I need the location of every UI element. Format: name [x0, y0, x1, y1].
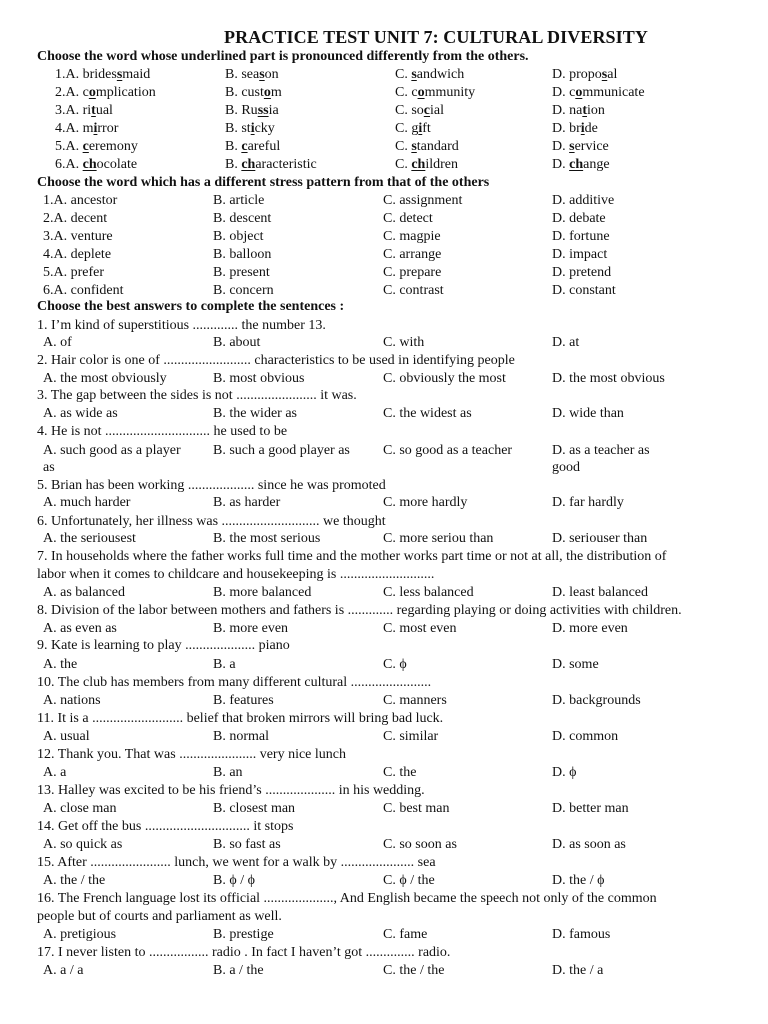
question-11-options	[0, 728, 768, 746]
option-c: C. the / the	[383, 963, 445, 978]
option-text: D. propo	[552, 67, 602, 82]
option-d	[552, 120, 598, 138]
option-b: B. as harder	[213, 495, 281, 510]
option-a: A. much harder	[43, 495, 131, 510]
question-1	[0, 317, 768, 335]
option-a	[55, 66, 150, 84]
question-6	[0, 513, 768, 531]
question-13-options	[0, 800, 768, 818]
option-c: C. more seriou than	[383, 531, 494, 546]
option-d	[552, 66, 617, 84]
option-text: ervice	[574, 139, 609, 154]
option-c: C. so soon as	[383, 837, 457, 852]
option-d: D. the most obvious	[552, 371, 665, 386]
option-b: B. prestige	[213, 927, 274, 942]
question-14	[0, 818, 768, 836]
stress-row-4	[0, 246, 768, 264]
option-a: 3.A. venture	[43, 229, 113, 244]
option-text: C.	[395, 67, 412, 82]
question-1-options	[0, 334, 768, 352]
option-d: D. some	[552, 657, 599, 672]
option-d: D. backgrounds	[552, 693, 641, 708]
stress-row-6	[0, 282, 768, 300]
option-c: C. ϕ / the	[383, 873, 435, 888]
option-a: A. so quick as	[43, 837, 123, 852]
option-text: on	[264, 67, 279, 82]
option-text: mmunity	[424, 85, 476, 100]
question-5	[0, 477, 768, 495]
option-b: B. present	[213, 265, 270, 280]
question-10-options	[0, 692, 768, 710]
option-text: 3.A. ri	[55, 103, 92, 118]
option-c: C. less balanced	[383, 585, 474, 600]
option-text: ion	[587, 103, 605, 118]
option-a: A. the seriousest	[43, 531, 136, 546]
option-d: D. the / a	[552, 963, 604, 978]
question-17-options	[0, 962, 768, 980]
option-d: D. as a teacher as	[552, 443, 650, 458]
option-d: D. additive	[552, 193, 615, 208]
option-text: C. c	[395, 85, 418, 100]
question-stem: 9. Kate is learning to play .................... piano	[37, 638, 290, 653]
option-c	[395, 66, 464, 84]
option-a: A. pretigious	[43, 927, 117, 942]
question-11	[0, 710, 768, 728]
pronunciation-row-6	[0, 156, 768, 174]
question-stem: 3. The gap between the sides is not ....................... it was.	[37, 388, 357, 403]
section-1-heading: Choose the word whose underlined part is pronounced differently from the others.	[37, 49, 529, 64]
question-12-options	[0, 764, 768, 782]
question-8-options	[0, 620, 768, 638]
underlined-part: ch	[241, 157, 256, 172]
pronunciation-row-2	[0, 84, 768, 102]
option-text: B. Ru	[225, 103, 258, 118]
option-a: A. the most obviously	[43, 371, 167, 386]
option-b	[225, 66, 279, 84]
option-d-continued: good	[552, 460, 580, 475]
underlined-part: s	[259, 67, 265, 82]
underlined-part: ch	[411, 157, 426, 172]
option-text: 2.A. c	[55, 85, 89, 100]
option-text: rror	[97, 121, 119, 136]
question-16-options	[0, 926, 768, 944]
question-stem: 12. Thank you. That was ...................... very nice lunch	[37, 747, 346, 762]
option-text: mplication	[95, 85, 156, 100]
option-d	[552, 156, 610, 174]
pronunciation-row-3	[0, 102, 768, 120]
question-stem: 11. It is a .......................... belief that broken mirrors will bring bad luck.	[37, 711, 444, 726]
option-c: C. the widest as	[383, 406, 472, 421]
option-text: ange	[583, 157, 610, 172]
underlined-part: o	[417, 85, 425, 100]
question-16	[0, 890, 768, 908]
underlined-part: ss	[257, 103, 269, 118]
underlined-part: s	[411, 67, 417, 82]
option-text: B.	[225, 157, 242, 172]
underlined-part: s	[569, 139, 575, 154]
option-b: B. balloon	[213, 247, 272, 262]
underlined-part: ch	[569, 157, 584, 172]
option-a	[55, 102, 113, 120]
underlined-part: s	[116, 67, 123, 82]
option-c: C. more hardly	[383, 495, 468, 510]
option-c	[395, 120, 431, 138]
question-8	[0, 602, 768, 620]
underlined-part: i	[580, 121, 585, 136]
option-text: C. g	[395, 121, 419, 136]
option-c	[395, 84, 475, 102]
option-a: A. a / a	[43, 963, 84, 978]
option-a-continued: as	[43, 460, 55, 475]
option-b: B. object	[213, 229, 264, 244]
option-d	[552, 84, 645, 102]
option-text: ildren	[425, 157, 458, 172]
option-d: D. as soon as	[552, 837, 626, 852]
question-stem: 7. In households where the father works full time and the mother works part time or not at all, the distribution of	[37, 549, 667, 564]
option-text: B. st	[225, 121, 251, 136]
option-c: C. prepare	[383, 265, 442, 280]
option-text: areful	[247, 139, 281, 154]
underlined-part: o	[263, 85, 271, 100]
option-b: B. a	[213, 657, 236, 672]
question-stem: 2. Hair color is one of ......................... characteristics to be used in identifying people	[37, 353, 515, 368]
option-a: A. as wide as	[43, 406, 118, 421]
option-b: B. features	[213, 693, 274, 708]
option-a: A. of	[43, 335, 72, 350]
option-a	[55, 138, 138, 156]
underlined-part: o	[575, 85, 583, 100]
option-a: A. a	[43, 765, 67, 780]
option-c: C. detect	[383, 211, 433, 226]
question-stem: 6. Unfortunately, her illness was ............................ we thought	[37, 514, 386, 529]
option-b: B. such a good player as	[213, 443, 350, 458]
underlined-part: c	[241, 139, 248, 154]
question-3	[0, 387, 768, 405]
question-6-options	[0, 530, 768, 548]
option-text: tandard	[416, 139, 459, 154]
option-text: al	[607, 67, 618, 82]
option-b	[225, 102, 279, 120]
question-5-options	[0, 494, 768, 512]
option-b: B. normal	[213, 729, 269, 744]
option-c	[395, 156, 458, 174]
question-7-continued	[0, 566, 768, 584]
pronunciation-row-5	[0, 138, 768, 156]
option-c: C. best man	[383, 801, 450, 816]
underlined-part: c	[423, 103, 431, 118]
option-text: 5.A.	[55, 139, 83, 154]
option-a	[55, 120, 118, 138]
option-text: m	[270, 85, 282, 100]
option-a: 1.A. ancestor	[43, 193, 118, 208]
option-text: ia	[268, 103, 279, 118]
pronunciation-row-1	[0, 66, 768, 84]
option-text: D. br	[552, 121, 581, 136]
option-b	[225, 138, 280, 156]
option-a: 5.A. prefer	[43, 265, 105, 280]
question-17	[0, 944, 768, 962]
option-a: 6.A. confident	[43, 283, 124, 298]
option-b	[225, 120, 275, 138]
option-text: C. so	[395, 103, 424, 118]
option-d: D. famous	[552, 927, 611, 942]
question-15-options	[0, 872, 768, 890]
question-stem: 8. Division of the labor between mothers and fathers is ............. regarding playing or doing activities with children.	[37, 603, 682, 618]
option-text: ft	[422, 121, 431, 136]
option-d: D. pretend	[552, 265, 612, 280]
option-c: C. with	[383, 335, 425, 350]
option-a: A. usual	[43, 729, 90, 744]
question-stem-continued: people but of courts and parliament as well.	[37, 909, 282, 924]
option-c: C. contrast	[383, 283, 444, 298]
option-c	[395, 138, 459, 156]
question-stem: 10. The club has members from many different cultural .......................	[37, 675, 432, 690]
underlined-part: o	[88, 85, 96, 100]
question-15	[0, 854, 768, 872]
question-4	[0, 423, 768, 441]
underlined-part: c	[82, 139, 89, 154]
option-text: C.	[395, 157, 412, 172]
underlined-part: i	[250, 121, 255, 136]
option-text: ocolate	[96, 157, 138, 172]
option-d: D. the / ϕ	[552, 873, 605, 888]
option-text: 4.A. m	[55, 121, 94, 136]
option-d: D. more even	[552, 621, 628, 636]
option-text: 1.A. brides	[55, 67, 117, 82]
underlined-part: t	[91, 103, 96, 118]
option-c: C. ϕ	[383, 657, 407, 672]
option-a: A. the / the	[43, 873, 106, 888]
option-a: 4.A. deplete	[43, 247, 112, 262]
question-16-continued	[0, 908, 768, 926]
question-14-options	[0, 836, 768, 854]
option-text: maid	[122, 67, 151, 82]
option-c: C. manners	[383, 693, 447, 708]
option-text: de	[584, 121, 598, 136]
option-d	[552, 102, 605, 120]
option-text: eremony	[88, 139, 138, 154]
option-b: B. an	[213, 765, 243, 780]
question-4-options-wrap	[0, 459, 768, 477]
option-b: B. more balanced	[213, 585, 312, 600]
question-9	[0, 637, 768, 655]
pronunciation-row-4	[0, 120, 768, 138]
option-d: D. impact	[552, 247, 608, 262]
underlined-part: i	[418, 121, 423, 136]
section-2-heading: Choose the word which has a different stress pattern from that of the others	[37, 175, 490, 190]
option-d: D. common	[552, 729, 619, 744]
option-d: D. debate	[552, 211, 606, 226]
question-4-options	[0, 442, 768, 460]
section-3-heading: Choose the best answers to complete the sentences :	[37, 299, 345, 314]
option-d: D. seriouser than	[552, 531, 648, 546]
option-c: C. obviously the most	[383, 371, 506, 386]
option-b	[225, 156, 317, 174]
option-d	[552, 138, 609, 156]
option-text: B. sea	[225, 67, 260, 82]
option-b: B. so fast as	[213, 837, 281, 852]
question-stem: 5. Brian has been working ................... since he was promoted	[37, 478, 386, 493]
underlined-part: t	[582, 103, 587, 118]
stress-row-3	[0, 228, 768, 246]
option-d: D. at	[552, 335, 580, 350]
option-text: D.	[552, 157, 570, 172]
question-stem: 16. The French language lost its official ...................., And English became the speech not only of the common	[37, 891, 657, 906]
stress-row-5	[0, 264, 768, 282]
option-d: D. least balanced	[552, 585, 649, 600]
page-title: PRACTICE TEST UNIT 7: CULTURAL DIVERSITY	[224, 27, 648, 47]
option-d: D. wide than	[552, 406, 624, 421]
question-12	[0, 746, 768, 764]
option-c: C. fame	[383, 927, 428, 942]
question-stem: 17. I never listen to ................. radio . In fact I haven’t got .............. radio.	[37, 945, 451, 960]
option-b: B. the most serious	[213, 531, 321, 546]
option-text: aracteristic	[255, 157, 317, 172]
option-c	[395, 102, 444, 120]
option-a: 2.A. decent	[43, 211, 108, 226]
option-text: 6.A.	[55, 157, 83, 172]
option-a: A. as even as	[43, 621, 117, 636]
underlined-part: i	[93, 121, 98, 136]
option-c: C. similar	[383, 729, 439, 744]
option-text: C.	[395, 139, 412, 154]
question-13	[0, 782, 768, 800]
underlined-part: s	[411, 139, 417, 154]
option-d: D. better man	[552, 801, 629, 816]
option-b: B. concern	[213, 283, 274, 298]
option-a: A. as balanced	[43, 585, 126, 600]
option-c: C. so good as a teacher	[383, 443, 513, 458]
option-b	[225, 84, 282, 102]
option-text: B. cust	[225, 85, 264, 100]
question-7-options	[0, 584, 768, 602]
question-10	[0, 674, 768, 692]
option-a: A. close man	[43, 801, 117, 816]
underlined-part: ch	[82, 157, 97, 172]
question-9-options	[0, 656, 768, 674]
option-b: B. descent	[213, 211, 272, 226]
option-text: ual	[95, 103, 113, 118]
option-text: D. na	[552, 103, 583, 118]
option-text: mmunicate	[582, 85, 645, 100]
option-b: B. the wider as	[213, 406, 297, 421]
option-d: D. fortune	[552, 229, 610, 244]
option-b: B. a / the	[213, 963, 264, 978]
option-b: B. about	[213, 335, 261, 350]
stress-row-1	[0, 192, 768, 210]
question-stem: 14. Get off the bus .............................. it stops	[37, 819, 294, 834]
option-a	[55, 84, 156, 102]
option-c: C. arrange	[383, 247, 442, 262]
question-7	[0, 548, 768, 566]
question-3-options	[0, 405, 768, 423]
question-2-options	[0, 370, 768, 388]
option-b: B. ϕ / ϕ	[213, 873, 255, 888]
option-a: A. the	[43, 657, 78, 672]
question-stem: 1. I’m kind of superstitious ............. the number 13.	[37, 318, 326, 333]
option-c: C. assignment	[383, 193, 463, 208]
option-a: A. nations	[43, 693, 101, 708]
option-text: B.	[225, 139, 242, 154]
option-d: D. ϕ	[552, 765, 577, 780]
question-stem: 15. After ....................... lunch, we went for a walk by ..................... sea	[37, 855, 436, 870]
question-stem: 4. He is not .............................. he used to be	[37, 424, 288, 439]
option-b: B. closest man	[213, 801, 296, 816]
option-d: D. far hardly	[552, 495, 624, 510]
question-stem: 13. Halley was excited to be his friend’s .................... in his wedding.	[37, 783, 425, 798]
underlined-part: s	[601, 67, 608, 82]
option-text: D.	[552, 139, 570, 154]
question-stem-continued: labor when it comes to childcare and housekeeping is ...........................	[37, 567, 435, 582]
option-b: B. more even	[213, 621, 289, 636]
question-2	[0, 352, 768, 370]
option-a: A. such good as a player	[43, 443, 181, 458]
option-d: D. constant	[552, 283, 616, 298]
option-text: D. c	[552, 85, 576, 100]
option-a	[55, 156, 137, 174]
option-c: C. most even	[383, 621, 457, 636]
option-b: B. most obvious	[213, 371, 305, 386]
option-b: B. article	[213, 193, 265, 208]
option-text: andwich	[416, 67, 465, 82]
option-text: ial	[430, 103, 445, 118]
option-c: C. the	[383, 765, 417, 780]
option-text: cky	[254, 121, 275, 136]
option-c: C. magpie	[383, 229, 441, 244]
stress-row-2	[0, 210, 768, 228]
